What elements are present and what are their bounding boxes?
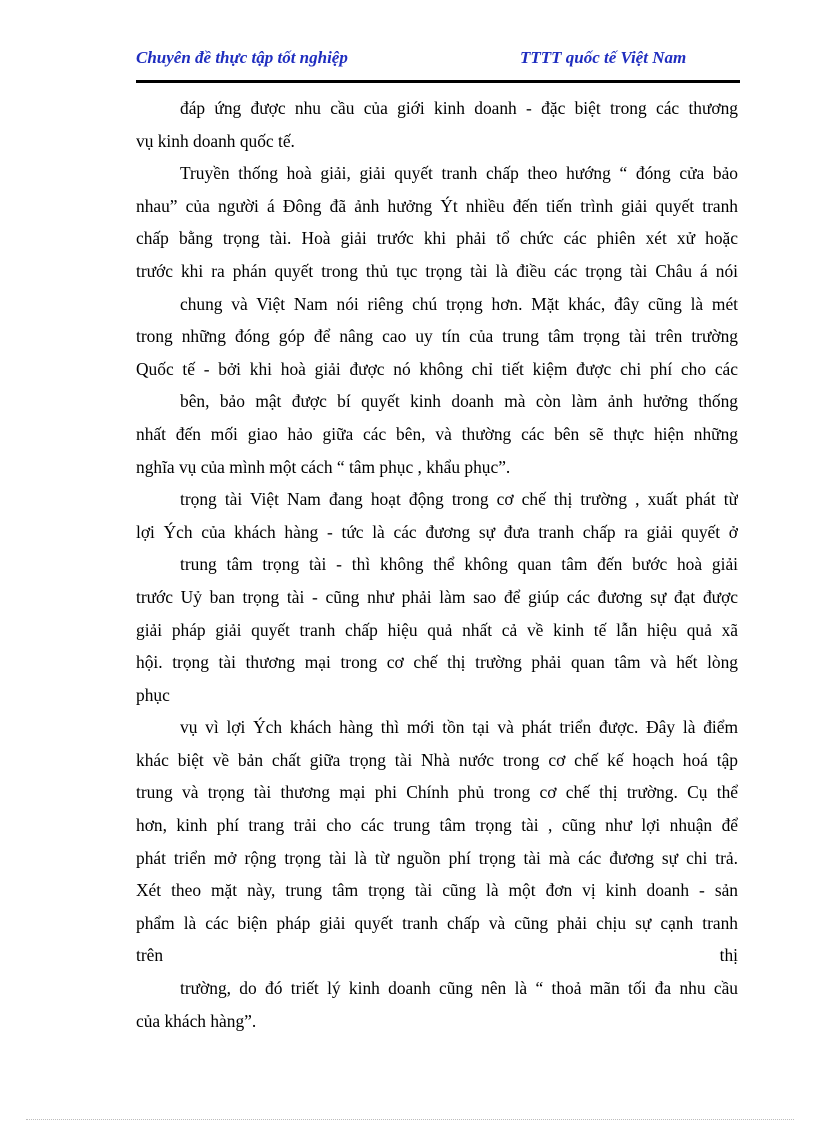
text-line: bên, bảo mật được bí quyết kinh doanh mà còn làm ảnh hưởng thống [180,391,738,412]
text-line: Xét theo mặt này, trung tâm trọng tài cũng là một đơn vị kinh doanh - sản [136,880,738,901]
body-text [136,92,738,1037]
text-line: vụ kinh doanh quốc tế. [136,130,295,151]
text-line: hội. trọng tài thương mại trong cơ chế thị trường phải quan tâm và hết lòng [136,652,738,673]
text-line: trường, do đó triết lý kinh doanh cũng nên là “ thoả mãn tối đa nhu cầu [180,978,738,999]
text-line: trọng tài Việt Nam đang hoạt động trong cơ chế thị trường , xuất phát từ [180,489,738,510]
header-title-left: Chuyên đề thực tập tốt nghiệp [136,48,348,67]
page-header [136,48,740,72]
text-line: trước khi ra phán quyết trong thủ tục trọng tài là điều các trọng tài Châu á nói [136,260,738,281]
text-line: trung tâm trọng tài - thì không thể không quan tâm đến bước hoà giải [180,554,738,575]
text-line: nghĩa vụ của mình một cách “ tâm phục , khẩu phục”. [136,456,511,477]
text-line: phẩm là các biện pháp giải quyết tranh chấp và cũng phải chịu sự cạnh tranh [136,912,738,933]
text-line: hơn, kinh phí trang trải cho các trung tâm trọng tài , cũng như lợi nhuận để [136,815,738,836]
text-line: chung và Việt Nam nói riêng chú trọng hơn. Mặt khác, đây cũng là mét [180,293,738,314]
header-rule [136,80,740,83]
text-line: Truyền thống hoà giải, giải quyết tranh chấp theo hướng “ đóng cửa bảo [180,163,738,184]
text-line: phục [136,684,170,705]
text-line: chấp bằng trọng tài. Hoà giải trước khi phải tổ chức các phiên xét xử hoặc [136,228,738,249]
text-line: phát triển mở rộng trọng tài là từ nguồn phí trọng tài mà các đương sự chi trả. [136,847,738,868]
text-line: lợi Ých của khách hàng - tức là các đương sự đưa tranh chấp ra giải quyết ở [136,521,738,542]
text-line: giải pháp giải quyết tranh chấp hiệu quả nhất cả về kinh tế lẫn hiệu quả xã [136,619,738,640]
text-line: vụ vì lợi Ých khách hàng thì mới tồn tại và phát triển được. Đây là điểm [180,717,738,738]
footer-dotted-rule [26,1119,794,1120]
text-line: trong những đóng góp để nâng cao uy tín của trung tâm trọng tài trên trường [136,326,738,347]
text-line: đáp ứng được nhu cầu của giới kinh doanh - đặc biệt trong các thương [180,98,738,118]
text-line: nhau” của người á Đông đã ảnh hưởng Ýt nhiều đến tiến trình giải quyết tranh [136,195,738,216]
text-line: trên thị [136,945,738,966]
text-line: Quốc tế - bởi khi hoà giải được nó không chỉ tiết kiệm được chi phí cho các [136,358,738,379]
text-line: trước Uỷ ban trọng tài - cũng như phải làm sao để giúp các đương sự đạt được [136,586,738,607]
text-line: trung và trọng tài thương mại phi Chính phủ trong cơ chế thị trường. Cụ thể [136,782,738,803]
text-line: của khách hàng”. [136,1010,257,1031]
header-title-right: TTTT quốc tế Việt Nam [520,48,687,67]
text-line: khác biệt về bản chất giữa trọng tài Nhà nước trong cơ chế kế hoạch hoá tập [136,749,738,770]
text-line: nhất đến mối giao hảo giữa các bên, và thường các bên sẽ thực hiện những [136,423,738,444]
